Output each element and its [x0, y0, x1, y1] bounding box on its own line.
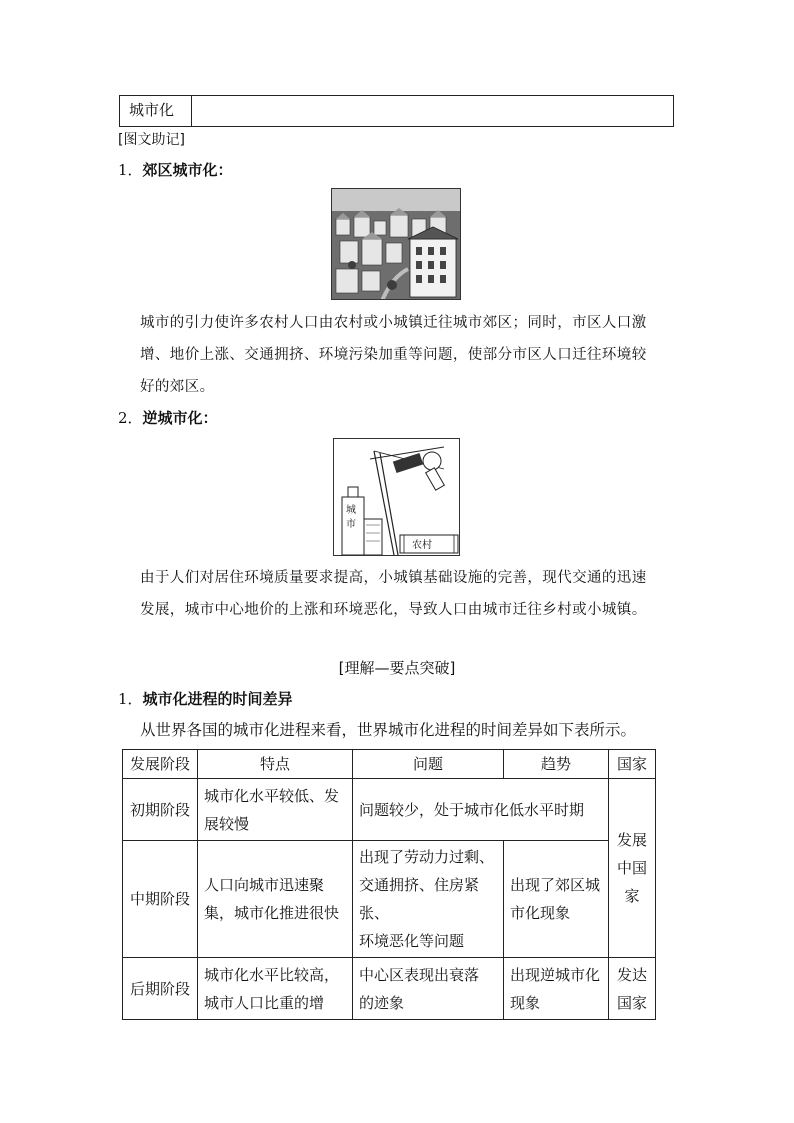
item1-number: 1． — [118, 161, 143, 179]
intro-text: 从世界各国的城市化进程来看，世界城市化进程的时间差异如下表所示。 — [140, 721, 637, 739]
sub1-heading — [118, 688, 293, 709]
row1-problem: 问题较少，处于城市化低水平时期 — [353, 779, 609, 841]
item1-line-1: 城市的引力使许多农村人口由农村或小城镇迁往城市郊区；同时，市区人口激 — [140, 315, 647, 331]
item1-title: 郊区城市化： — [142, 161, 233, 179]
table-row — [123, 958, 656, 1020]
row3-problem — [353, 958, 504, 1020]
row2-feature-line-2: 集，城市化推进很快 — [204, 904, 340, 922]
country-developing — [609, 779, 656, 958]
row3-country-line-1: 发达 — [616, 965, 647, 984]
item2-line-2: 发展，城市中心地价的上涨和环境恶化，导致人口由城市迁往乡村或小城镇。 — [140, 602, 647, 618]
item1-heading — [118, 159, 233, 180]
memo-heading: [图文助记] — [118, 132, 185, 148]
row2-feature — [198, 841, 353, 958]
cartoon-village-label: 农村 — [412, 540, 432, 551]
row1-feature-line-1: 城市化水平较低、发 — [204, 786, 340, 805]
item1-line-3: 好的郊区。 — [140, 379, 215, 395]
item1-line-2: 增、地价上涨、交通拥挤、环境污染加重等问题，使部分市区人口迁往环境较 — [140, 347, 647, 363]
sub1-number: 1． — [118, 690, 143, 708]
row3-trend-line-1: 出现逆城市化 — [510, 965, 601, 984]
header-problem: 问题 — [353, 750, 504, 779]
item2-paragraph — [140, 562, 700, 626]
row1-feature-line-2: 展较慢 — [204, 814, 250, 833]
row3-trend — [504, 958, 609, 1020]
row3-stage: 后期阶段 — [123, 958, 198, 1020]
row3-problem-line-1: 中心区表现出衰落 — [359, 965, 480, 984]
cartoon-city-label-1: 城 — [346, 505, 356, 516]
row2-trend — [504, 841, 609, 958]
country-developing-line-2: 中国 — [616, 859, 647, 877]
header-trend: 趋势 — [504, 750, 609, 779]
row2-stage: 中期阶段 — [123, 841, 198, 958]
row2-feature-line-1: 人口向城市迅速聚 — [204, 876, 325, 894]
header-feature: 特点 — [198, 750, 353, 779]
row3-feature-line-1: 城市化水平比较高， — [204, 965, 340, 984]
item2-line-1: 由于人们对居住环境质量要求提高，小城镇基础设施的完善，现代交通的迅速 — [140, 570, 647, 586]
sub1-title: 城市化进程的时间差异 — [142, 690, 293, 708]
top-table-label: 城市化 — [120, 96, 192, 126]
counter-urbanization-cartoon — [333, 438, 460, 556]
item2-heading — [118, 407, 218, 428]
item1-paragraph — [140, 307, 700, 403]
row1-stage: 初期阶段 — [123, 779, 198, 841]
row2-trend-line-2: 市化现象 — [510, 904, 571, 922]
cartoon-city-label-2: 市 — [346, 519, 356, 530]
item2-title: 逆城市化： — [142, 409, 218, 427]
country-developing-line-1: 发展 — [616, 831, 647, 849]
row3-problem-line-2: 的迹象 — [359, 993, 405, 1012]
row3-trend-line-2: 现象 — [510, 993, 541, 1012]
row2-problem — [353, 841, 504, 958]
table-header-row — [123, 750, 656, 779]
item2-number: 2． — [118, 409, 143, 427]
section-title: [理解—要点突破] — [338, 659, 456, 677]
table-row — [123, 779, 656, 841]
urbanization-table — [122, 749, 656, 1020]
row3-country — [609, 958, 656, 1020]
top-table — [119, 95, 674, 127]
row2-problem-line-2: 交通拥挤、住房紧张、 — [359, 876, 480, 922]
row3-feature-line-2: 城市人口比重的增 — [204, 993, 325, 1012]
row3-feature — [198, 958, 353, 1020]
table-row — [123, 841, 656, 958]
row3-country-line-2: 国家 — [616, 993, 647, 1012]
row2-problem-line-1: 出现了劳动力过剩、 — [359, 848, 495, 866]
header-country: 国家 — [609, 750, 656, 779]
country-developing-line-3: 家 — [624, 887, 640, 905]
header-stage: 发展阶段 — [123, 750, 198, 779]
row1-feature — [198, 779, 353, 841]
row2-problem-line-3: 环境恶化等问题 — [359, 932, 465, 950]
row2-trend-line-1: 出现了郊区城 — [510, 876, 601, 894]
suburb-photo — [331, 188, 461, 300]
